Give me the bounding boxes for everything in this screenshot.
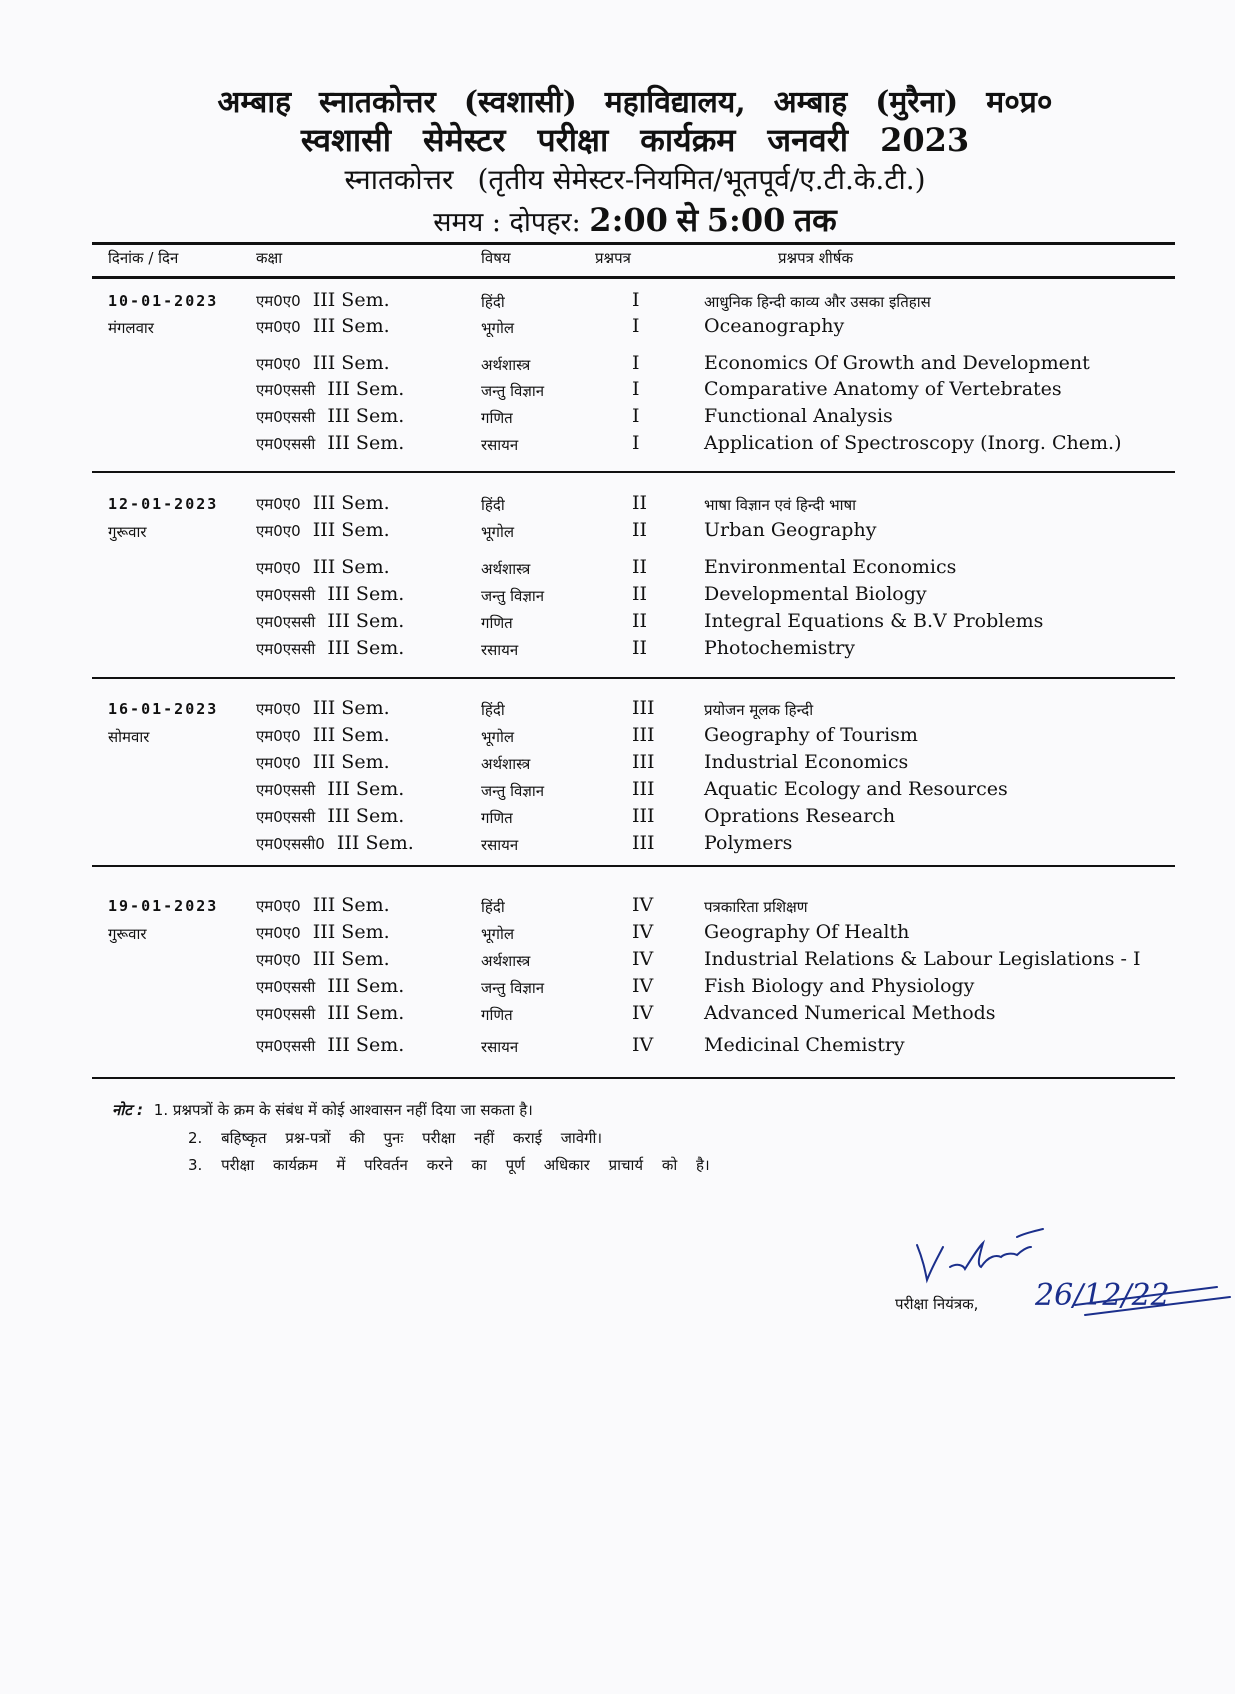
table-row (0, 289, 1235, 315)
class-name: एम0ए0 (256, 355, 301, 373)
exam-date: 16-01-2023 (108, 700, 219, 718)
class-name: एम0एससी (256, 808, 316, 826)
paper-number: II (632, 492, 648, 514)
paper-number: IV (632, 921, 654, 943)
exam-day: मंगलवार (108, 319, 154, 337)
paper-title: भाषा विज्ञान एवं हिन्दी भाषा (704, 496, 857, 514)
divider (92, 677, 1175, 679)
semester: III Sem. (327, 637, 405, 659)
table-row (0, 805, 1235, 831)
exam-date: 10-01-2023 (108, 292, 219, 310)
class-name: एम0एससी0 (256, 835, 325, 853)
paper-number: III (632, 724, 655, 746)
semester: III Sem. (327, 975, 405, 997)
semester: III Sem. (312, 751, 390, 773)
semester: III Sem. (327, 432, 405, 454)
divider (92, 471, 1175, 473)
semester: III Sem. (312, 315, 390, 337)
table-row (0, 975, 1235, 1001)
semester: III Sem. (327, 1034, 405, 1056)
paper-number: IV (632, 948, 654, 970)
paper-title: Comparative Anatomy of Vertebrates (704, 378, 1062, 400)
header-word: सेमेस्टर (423, 121, 506, 159)
paper-number: I (632, 315, 640, 337)
subject: गणित (481, 809, 513, 827)
paper-number: III (632, 751, 655, 773)
paper-title: Polymers (704, 832, 793, 854)
paper-number: I (632, 432, 640, 454)
semester: III Sem. (327, 378, 405, 400)
paper-number: II (632, 519, 648, 541)
header-word: महाविद्यालय, (604, 85, 746, 120)
class-name: एम0ए0 (256, 700, 301, 718)
semester: III Sem. (312, 492, 390, 514)
paper-title: Geography Of Health (704, 921, 910, 943)
class-name: एम0ए0 (256, 292, 301, 310)
subject: रसायन (481, 836, 519, 854)
class-name: एम0एससी (256, 586, 316, 604)
paper-title: Aquatic Ecology and Resources (704, 778, 1008, 800)
header-word: परीक्षा (537, 121, 609, 159)
table-row (0, 1002, 1235, 1028)
header-word: कार्यक्रम (640, 121, 736, 159)
class-name: एम0एससी (256, 613, 316, 631)
class-name: एम0ए0 (256, 754, 301, 772)
paper-title: Environmental Economics (704, 556, 957, 578)
class-name: एम0एससी (256, 781, 316, 799)
class-name: एम0ए0 (256, 318, 301, 336)
paper-number: II (632, 610, 648, 632)
exam-date: 12-01-2023 (108, 495, 219, 513)
subject: हिंदी (481, 701, 505, 719)
class-name: एम0ए0 (256, 897, 301, 915)
column-header-subject: विषय (481, 249, 511, 267)
paper-title: Advanced Numerical Methods (704, 1002, 996, 1024)
subject: अर्थशास्त्र (481, 952, 531, 970)
table-row (0, 492, 1235, 518)
table-row (0, 583, 1235, 609)
subject: रसायन (481, 1038, 519, 1056)
paper-title: Industrial Economics (704, 751, 909, 773)
class-name: एम0एससी (256, 978, 316, 996)
paper-title: Medicinal Chemistry (704, 1034, 905, 1056)
semester-header (90, 160, 1180, 198)
signature-date: 26/12/22 (1035, 1278, 1170, 1313)
subject: हिंदी (481, 898, 505, 916)
semester: III Sem. (327, 1002, 405, 1024)
paper-number: IV (632, 1002, 654, 1024)
paper-number: II (632, 583, 648, 605)
time-end: 5:00 (706, 201, 786, 239)
class-name: एम0एससी (256, 435, 316, 453)
class-name: एम0ए0 (256, 951, 301, 969)
column-header-title: प्रश्नपत्र शीर्षक (778, 249, 853, 267)
table-row (0, 352, 1235, 378)
header-word: अम्बाह (217, 85, 292, 120)
paper-number: IV (632, 975, 654, 997)
semester: III Sem. (312, 352, 390, 374)
class-name: एम0एससी (256, 1037, 316, 1055)
exam-day: सोमवार (108, 728, 150, 746)
semester: III Sem. (312, 948, 390, 970)
subject: अर्थशास्त्र (481, 755, 531, 773)
table-row (0, 697, 1235, 723)
paper-number: I (632, 405, 640, 427)
exam-title-header (90, 118, 1180, 161)
header-word: अम्बाह (773, 85, 848, 120)
header-word: 2023 (880, 121, 970, 159)
paper-number: I (632, 378, 640, 400)
subject: जन्तु विज्ञान (481, 979, 545, 997)
class-name: एम0ए0 (256, 924, 301, 942)
table-row (0, 556, 1235, 582)
time-to: से (676, 201, 699, 239)
header-word: स्वशासी (300, 121, 392, 159)
header-word: म०प्र० (986, 85, 1053, 120)
table-row (0, 315, 1235, 341)
semester: III Sem. (312, 724, 390, 746)
paper-title: Economics Of Growth and Development (704, 352, 1090, 374)
paper-number: III (632, 805, 655, 827)
college-name-header (90, 80, 1180, 121)
paper-number: I (632, 352, 640, 374)
divider (92, 865, 1175, 867)
paper-number: IV (632, 894, 654, 916)
class-name: एम0ए0 (256, 495, 301, 513)
header-word: (मुरैना) (875, 85, 959, 120)
paper-number: II (632, 556, 648, 578)
class-name: एम0ए0 (256, 727, 301, 745)
paper-title: Geography of Tourism (704, 724, 918, 746)
subject: गणित (481, 614, 513, 632)
semester: III Sem. (327, 778, 405, 800)
paper-title: Developmental Biology (704, 583, 927, 605)
subject: भूगोल (481, 728, 515, 746)
exam-day: गुरूवार (108, 925, 147, 943)
paper-title: प्रयोजन मूलक हिन्दी (704, 701, 814, 719)
time-label: समय : दोपहर: (433, 207, 581, 238)
paper-title: Urban Geography (704, 519, 877, 541)
divider (92, 276, 1175, 279)
controller-designation: परीक्षा नियंत्रक, (895, 1295, 979, 1313)
header-word: (स्वशासी) (463, 85, 577, 120)
semester: III Sem. (312, 556, 390, 578)
time-start: 2:00 (589, 201, 668, 239)
semester: III Sem. (312, 519, 390, 541)
subject: जन्तु विज्ञान (481, 782, 545, 800)
header-word: स्नातकोत्तर (344, 163, 454, 196)
subject: हिंदी (481, 293, 505, 311)
table-row (0, 832, 1235, 858)
class-name: एम0एससी (256, 640, 316, 658)
subject: भूगोल (481, 319, 515, 337)
subject: जन्तु विज्ञान (481, 587, 545, 605)
paper-title: Industrial Relations & Labour Legislations - I (704, 948, 1141, 970)
paper-number: III (632, 697, 655, 719)
column-header-paper: प्रश्नपत्र (595, 249, 631, 267)
column-header-class: कक्षा (256, 249, 283, 267)
subject: अर्थशास्त्र (481, 560, 531, 578)
class-name: एम0एससी (256, 408, 316, 426)
table-row (0, 921, 1235, 947)
table-row (0, 751, 1235, 777)
subject: हिंदी (481, 496, 505, 514)
time-header (90, 198, 1180, 241)
subject: रसायन (481, 641, 519, 659)
header-word: स्नातकोत्तर (319, 85, 436, 120)
note-item: 1. प्रश्नपत्रों के क्रम के संबंध में कोई आश्वासन नहीं दिया जा सकता है। (153, 1101, 533, 1119)
semester: III Sem. (312, 289, 390, 311)
paper-title: Oceanography (704, 315, 845, 337)
semester: III Sem. (327, 610, 405, 632)
subject: भूगोल (481, 523, 515, 541)
paper-number: III (632, 778, 655, 800)
table-row (0, 778, 1235, 804)
paper-title: Oprations Research (704, 805, 896, 827)
class-name: एम0ए0 (256, 522, 301, 540)
table-row (0, 724, 1235, 750)
table-row (0, 1034, 1235, 1060)
table-row (0, 519, 1235, 545)
paper-number: IV (632, 1034, 654, 1056)
time-suffix: तक (793, 201, 837, 239)
table-row (0, 610, 1235, 636)
paper-number: III (632, 832, 655, 854)
semester: III Sem. (312, 921, 390, 943)
notes-label: नोट : (112, 1101, 143, 1119)
paper-title: Functional Analysis (704, 405, 893, 427)
paper-title: Photochemistry (704, 637, 855, 659)
subject: रसायन (481, 436, 519, 454)
subject: अर्थशास्त्र (481, 356, 531, 374)
divider (92, 242, 1175, 245)
subject: जन्तु विज्ञान (481, 382, 545, 400)
subject: गणित (481, 409, 513, 427)
column-header-date: दिनांक / दिन (108, 249, 179, 267)
semester: III Sem. (312, 894, 390, 916)
header-word: (तृतीय सेमेस्टर-नियमित/भूतपूर्व/ए.टी.के.टी.) (477, 163, 926, 196)
table-row (0, 894, 1235, 920)
divider (92, 1077, 1175, 1079)
paper-title: आधुनिक हिन्दी काव्य और उसका इतिहास (704, 293, 931, 311)
table-row (0, 637, 1235, 663)
semester: III Sem. (327, 583, 405, 605)
semester: III Sem. (327, 805, 405, 827)
semester: III Sem. (327, 405, 405, 427)
semester: III Sem. (312, 697, 390, 719)
subject: भूगोल (481, 925, 515, 943)
exam-date: 19-01-2023 (108, 897, 219, 915)
paper-title: Integral Equations & B.V Problems (704, 610, 1044, 632)
table-row (0, 948, 1235, 974)
subject: गणित (481, 1006, 513, 1024)
paper-title: Application of Spectroscopy (Inorg. Chem.) (704, 432, 1122, 454)
note-item: 3. परीक्षा कार्यक्रम में परिवर्तन करने का पूर्ण अधिकार प्राचार्य को है। (188, 1156, 710, 1174)
table-row (0, 405, 1235, 431)
note-item: 2. बहिष्कृत प्रश्न-पत्रों की पुनः परीक्षा नहीं कराई जावेगी। (188, 1129, 603, 1147)
class-name: एम0एससी (256, 1005, 316, 1023)
paper-title: पत्रकारिता प्रशिक्षण (704, 898, 808, 916)
class-name: एम0ए0 (256, 559, 301, 577)
class-name: एम0एससी (256, 381, 316, 399)
paper-number: II (632, 637, 648, 659)
semester: III Sem. (336, 832, 414, 854)
paper-title: Fish Biology and Physiology (704, 975, 975, 997)
header-word: जनवरी (767, 121, 849, 159)
table-row (0, 432, 1235, 458)
table-row (0, 378, 1235, 404)
paper-number: I (632, 289, 640, 311)
exam-day: गुरूवार (108, 523, 147, 541)
